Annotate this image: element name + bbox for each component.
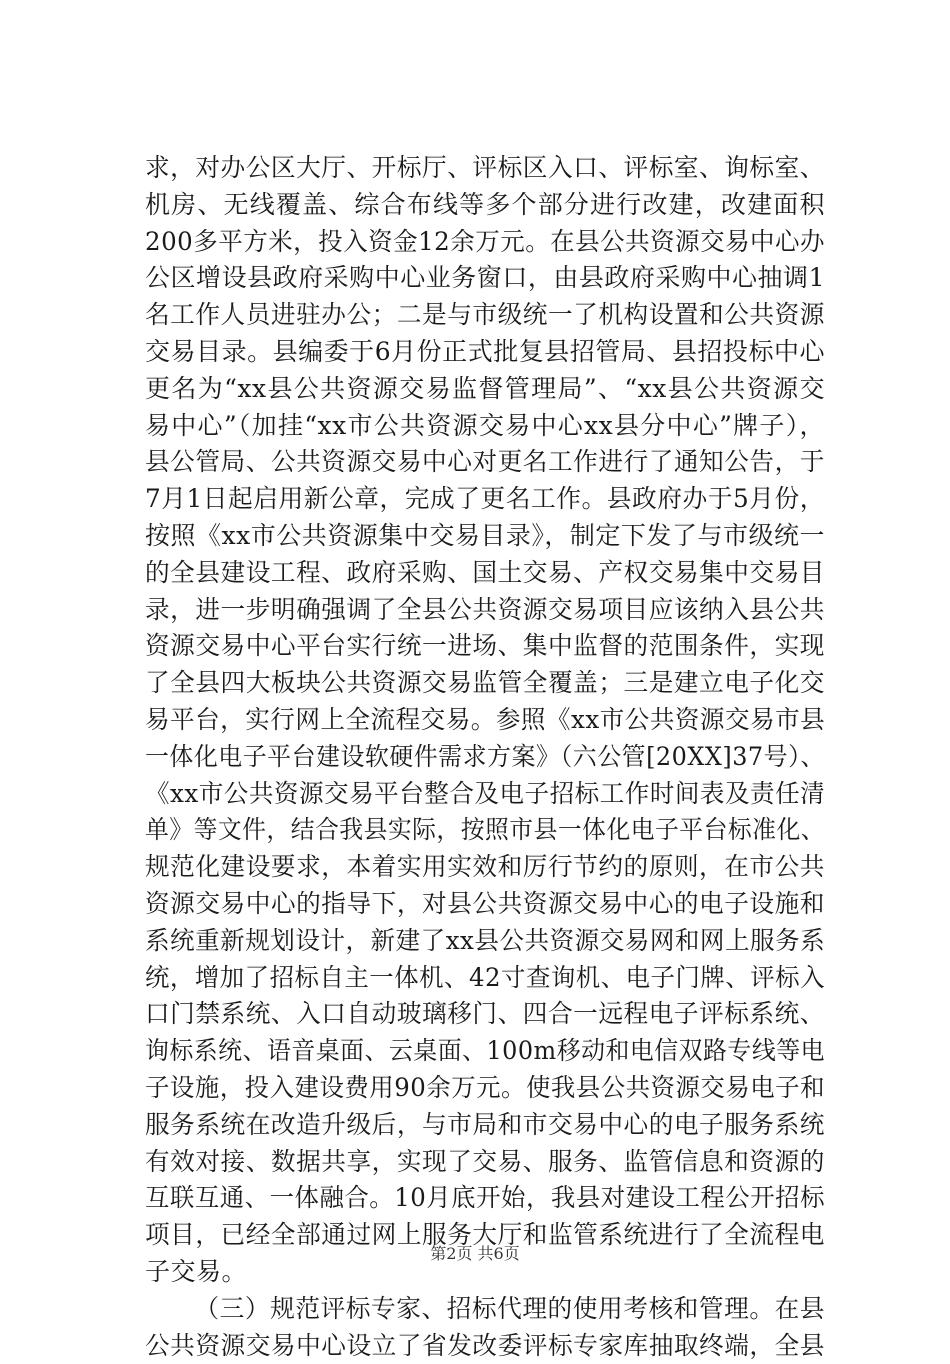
page-number-footer: 第2页 共6页 <box>0 1241 950 1264</box>
text-line: （三）规范评标专家、招标代理的使用考核和管理。在县 <box>145 1291 825 1328</box>
text-line: 子交易。 <box>145 1254 825 1291</box>
text-line: 县公管局、公共资源交易中心对更名工作进行了通知公告，于 <box>145 444 825 481</box>
text-line: 易中心”（加挂“xx市公共资源交易中心xx县分中心”牌子）， <box>145 408 825 445</box>
text-line: 名工作人员进驻办公；二是与市级统一了机构设置和公共资源 <box>145 297 825 334</box>
text-line: 的全县建设工程、政府采购、国土交易、产权交易集中交易目 <box>145 555 825 592</box>
text-line: 规范化建设要求，本着实用实效和厉行节约的原则，在市公共 <box>145 849 825 886</box>
text-line: 公共资源交易中心设立了省发改委评标专家库抽取终端，全县 <box>145 1328 825 1364</box>
text-line: 有效对接、数据共享，实现了交易、服务、监管信息和资源的 <box>145 1144 825 1181</box>
text-line: 更名为“xx县公共资源交易监督管理局”、“xx县公共资源交 <box>145 371 825 408</box>
text-line: 服务系统在改造升级后，与市局和市交易中心的电子服务系统 <box>145 1107 825 1144</box>
text-line: 机房、无线覆盖、综合布线等多个部分进行改建，改建面积 <box>145 187 825 224</box>
text-line: 互联互通、一体融合。10月底开始，我县对建设工程公开招标 <box>145 1180 825 1217</box>
text-line: 口门禁系统、入口自动玻璃移门、四合一远程电子评标系统、 <box>145 996 825 1033</box>
text-line: 一体化电子平台建设软硬件需求方案》（六公管[20XX]37号）、 <box>145 739 825 776</box>
text-line: 求，对办公区大厅、开标厅、评标区入口、评标室、询标室、 <box>145 150 825 187</box>
text-line: 录，进一步明确强调了全县公共资源交易项目应该纳入县公共 <box>145 592 825 629</box>
text-line: 系统重新规划设计，新建了xx县公共资源交易网和网上服务系 <box>145 923 825 960</box>
text-line: 资源交易中心的指导下，对县公共资源交易中心的电子设施和 <box>145 886 825 923</box>
text-line: 询标系统、语音桌面、云桌面、100m移动和电信双路专线等电 <box>145 1033 825 1070</box>
text-line: 子设施，投入建设费用90余万元。使我县公共资源交易电子和 <box>145 1070 825 1107</box>
text-line: 《xx市公共资源交易平台整合及电子招标工作时间表及责任清 <box>145 776 825 813</box>
text-line: 资源交易中心平台实行统一进场、集中监督的范围条件，实现 <box>145 628 825 665</box>
document-body <box>145 150 825 1364</box>
text-line: 项目，已经全部通过网上服务大厅和监管系统进行了全流程电 <box>145 1217 825 1254</box>
text-line: 7月1日起启用新公章，完成了更名工作。县政府办于5月份， <box>145 481 825 518</box>
text-line: 了全县四大板块公共资源交易监管全覆盖；三是建立电子化交 <box>145 665 825 702</box>
text-line: 单》等文件，结合我县实际，按照市县一体化电子平台标准化、 <box>145 812 825 849</box>
text-line: 统，增加了招标自主一体机、42寸查询机、电子门牌、评标入 <box>145 960 825 997</box>
text-line: 交易目录。县编委于6月份正式批复县招管局、县招投标中心 <box>145 334 825 371</box>
text-line: 公区增设县政府采购中心业务窗口，由县政府采购中心抽调1 <box>145 260 825 297</box>
text-line: 200多平方米，投入资金12余万元。在县公共资源交易中心办 <box>145 224 825 261</box>
text-line: 按照《xx市公共资源集中交易目录》，制定下发了与市级统一 <box>145 518 825 555</box>
text-line: 易平台，实行网上全流程交易。参照《xx市公共资源交易市县 <box>145 702 825 739</box>
